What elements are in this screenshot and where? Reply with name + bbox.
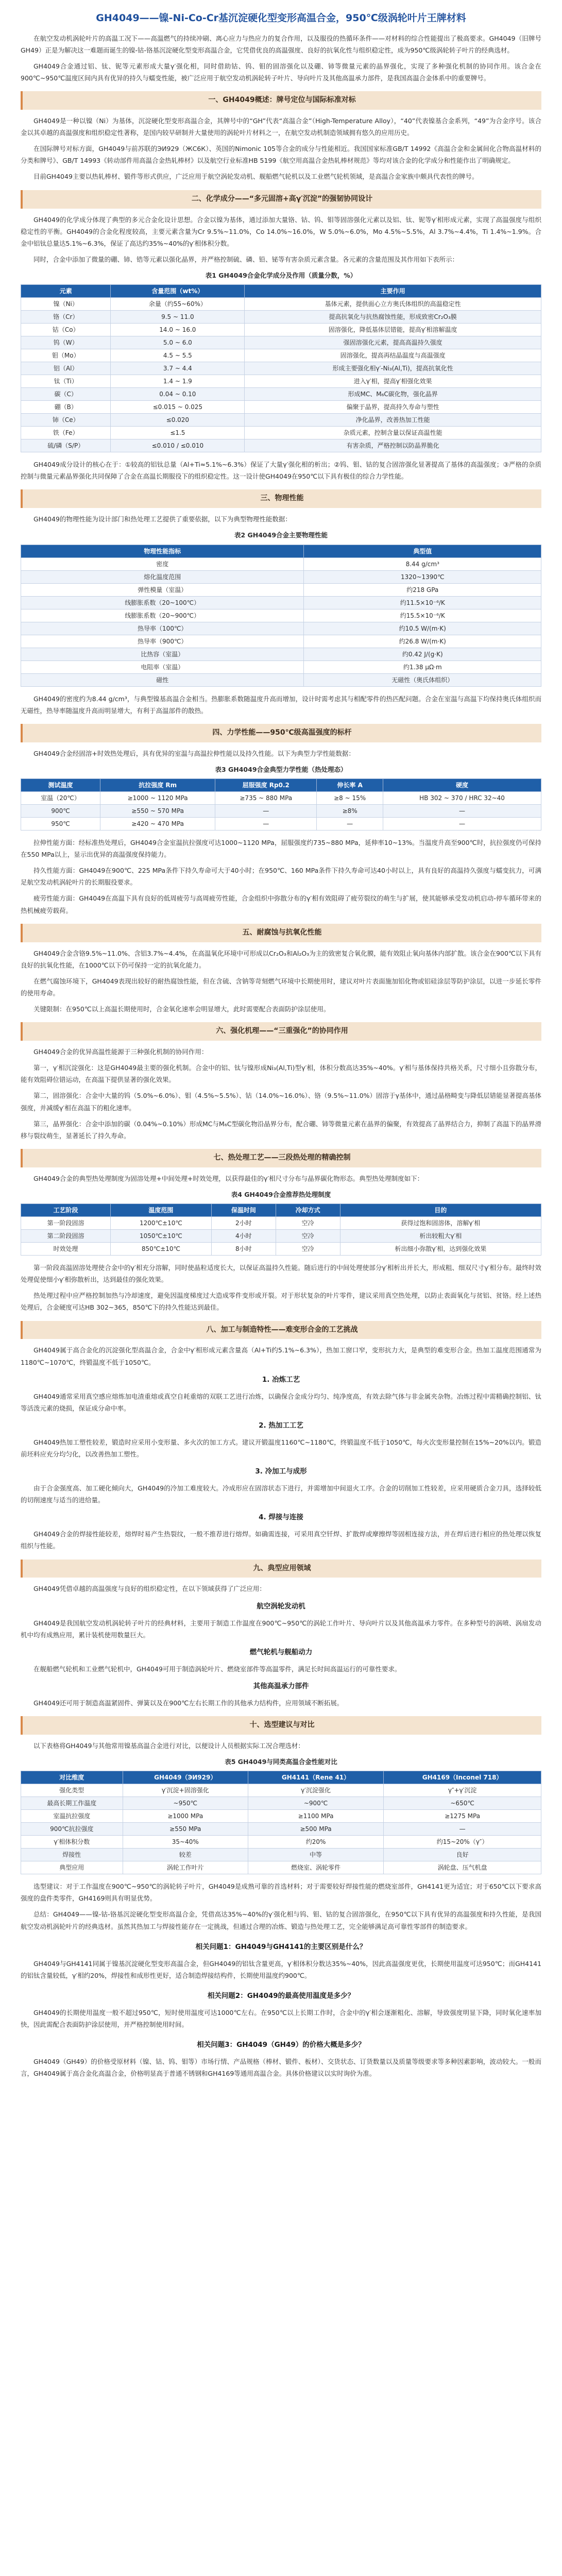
table-cell: 涡轮盘、压气机盘 (384, 1861, 541, 1874)
table-row (21, 791, 541, 804)
table-cell: — (384, 1823, 541, 1836)
table-cell: 弹性模量（室温） (21, 583, 304, 596)
column-header: 物理性能指标 (21, 545, 304, 557)
table-cell: 900℃抗拉强度 (21, 1823, 123, 1836)
applications-paragraph: GH4049还可用于制造高温紧固件、弹簧以及在900℃左右长期工作的其他承力结构件，应用领域不断拓展。 (33, 1699, 344, 1707)
table-cell: — (215, 804, 317, 817)
composition-table-caption: 表1 GH4049合金化学成分及作用（质量分数，%） (205, 272, 357, 279)
mechanical-paragraph: 拉伸性能方面：经标准热处理后，GH4049合金室温抗拉强度可达1000~1120 MPa，屈服强度约735~880 MPa，延伸率10~13%。当温度升高至900℃时，抗拉强度仍可保持在550 MPa以上，显示出优异的高温强度保持能力。 (21, 838, 541, 859)
column-header: 对比维度 (21, 1771, 123, 1784)
table-cell: 空冷 (276, 1230, 340, 1243)
article-title: GH4049——镍-Ni-Co-Cr基沉淀硬化型变形高温合金，950℃级涡轮叶片王牌材料 (96, 12, 466, 24)
column-header: 温度范围 (110, 1204, 211, 1217)
comparison-intro: 以下表格将GH4049与其他常用镍基高温合金进行对比，以便设计人员根据实际工况合理选材： (33, 1741, 304, 1750)
section-heading-composition: 二、化学成分——“多元固溶+高γ′沉淀”的强韧协同设计 (21, 190, 541, 209)
table-cell: 硼（B） (21, 401, 111, 414)
table-cell: 进入γ′相，提高γ′相强化效果 (245, 375, 541, 388)
table-row (21, 349, 541, 362)
table-cell: 3.7 ~ 4.4 (111, 362, 245, 375)
table-cell: 9.5 ~ 11.0 (111, 311, 245, 324)
column-header: 元素 (21, 285, 111, 298)
table-cell: 2小时 (211, 1217, 276, 1230)
table-cell: 900℃ (21, 804, 100, 817)
table-cell: 比热容（室温） (21, 648, 304, 660)
table-cell: 镍（Ni） (21, 298, 111, 311)
column-header: 冷却方式 (276, 1204, 340, 1217)
table-cell: 铬（Cr） (21, 311, 111, 324)
table-cell: 强固溶强化元素，提高高温持久强度 (245, 336, 541, 349)
table-cell: 析出细小弥散γ′相，达到强化效果 (340, 1243, 541, 1256)
table-row (21, 401, 541, 414)
overview-paragraph: GH4049是一种以镍（Ni）为基体，沉淀硬化型变形高温合金，其牌号中的“GH”代表“高温合金”（High-Temperature Alloy），“40”代表镍基合金系列，“49”为合金序号。该合金以其卓越的高温强度和组织稳定性著称，是国内较早研制并大量使用的涡轮叶片材料之一，在航空发动机制造领域拥有悠久的应用历史。 (21, 116, 541, 137)
table-cell: 第一阶段固溶 (21, 1217, 111, 1230)
table-cell: 强化类型 (21, 1784, 123, 1797)
table-cell: 固溶强化，降低基体层错能，提高γ′相溶解温度 (245, 324, 541, 336)
comparison-paragraph: 总结：GH4049——镍-钴-铬基沉淀硬化型变形高温合金，凭借高达35%~40%的γ′强化相与钨、钼、钴的复合固溶强化，在950℃以下具有优异的高温强度和持久性能，是我国航空发动机涡轮叶片的经典选材。虽然其热加工与焊接性能存在一定挑战，但通过合理的冶炼、锻造与热处理工艺，完全能够满足高可靠性零部件的制造要求。 (21, 1910, 541, 1930)
mechanical-paragraph: 疲劳性能方面：GH4049在高温下具有良好的低周疲劳与高周疲劳性能，合金组织中弥散分布的γ′相有效阻碍了疲劳裂纹的萌生与扩展，使其能够承受发动机启动-停车循环带来的热机械疲劳载荷。 (21, 894, 541, 914)
processing-paragraph: GH4049热加工塑性较差，锻造时应采用小变形量、多火次的加工方式。建议开锻温度1160℃~1180℃，终锻温度不低于1050℃，每火次变形量控制在15%~20%以内。锻造前坯料应充分均匀化，以改善热加工塑性。 (21, 1438, 541, 1459)
table-header-row (21, 545, 541, 557)
table-cell: ≥550 MPa (123, 1823, 248, 1836)
table-row (21, 388, 541, 401)
table-cell: ~900℃ (248, 1797, 383, 1810)
strengthening-paragraph: 第二，固溶强化：合金中大量的钨（5.0%~6.0%）、钼（4.5%~5.5%）、钴（14.0%~16.0%）、铬（9.5%~11.0%）固溶于γ基体中，通过晶格畸变与降低层错能显著提高基体强度，并减缓γ′相在高温下的粗化速率。 (21, 1092, 541, 1112)
column-header: GH4169（Inconel 718） (384, 1771, 541, 1784)
table-cell: 热导率（100℃） (21, 622, 304, 635)
table-cell: 电阻率（室温） (21, 660, 304, 673)
table-cell: 1050℃±10℃ (110, 1230, 211, 1243)
section-heading-applications: 九、典型应用领域 (21, 1560, 541, 1578)
table-cell: 约26.8 W/(m·K) (304, 635, 541, 648)
section-heading-mechanical: 四、力学性能——950℃级高温强度的标杆 (21, 724, 541, 742)
table-cell: 典型应用 (21, 1861, 123, 1874)
table-cell: 杂质元素，控制含量以保证高温性能 (245, 427, 541, 439)
faq-answer: GH4049（GH49）的价格受原材料（镍、钴、钨、钼等）市场行情、产品规格（棒材、锻件、板材）、交货状态、订货数量以及质量等级要求等多种因素影响，波动较大。一般而言，GH4049属于高合金化高温合金，价格明显高于普通不锈钢和GH4169等通用高温合金。具体价格建议以实时询价为准。 (21, 2058, 541, 2078)
table-cell: 有害杂质，严格控制以防晶界脆化 (245, 439, 541, 452)
table-cell: 中等 (248, 1849, 383, 1861)
table-cell: 时效处理 (21, 1243, 111, 1256)
applications-subheading: 其他高温承力部件 (253, 1682, 309, 1690)
physical-intro: GH4049的物理性能为设计部门和热处理工艺提供了重要依据，以下为典型物理性能数据： (33, 515, 292, 523)
section-heading-heat-treatment: 七、热处理工艺——三段热处理的精确控制 (21, 1149, 541, 1167)
intro-section (21, 32, 541, 84)
section-heading-physical: 三、物理性能 (21, 489, 541, 508)
table-cell: 8.44 g/cm³ (304, 557, 541, 570)
table-row (21, 622, 541, 635)
column-header: 硬度 (383, 778, 541, 791)
table-cell: ≥8 ~ 15% (317, 791, 383, 804)
applications-subheading: 燃气轮机与舰船动力 (249, 1648, 313, 1656)
mechanical-intro: GH4049合金经固溶+时效热处理后，具有优异的室温与高温拉伸性能以及持久性能。以下为典型力学性能数据： (33, 749, 355, 757)
column-header: 含量范围（wt%） (111, 285, 245, 298)
mechanical-table-caption: 表3 GH4049合金典型力学性能（热处理态） (215, 765, 347, 773)
intro-paragraph: 在航空发动机涡轮叶片的高温工况下——高温燃气的持续冲刷、离心应力与热应力的复合作用，以及服役的热循环条件——对材料的综合性能提出了极高要求。GH4049（旧牌号GH49）正是为解决这一难题而诞生的镍-钴-铬基沉淀硬化型变形高温合金，它凭借优良的高温强度、良好的抗氧化性与组织稳定性，成为950℃级涡轮转子叶片的经典选材。 (21, 34, 541, 54)
table-row (21, 298, 541, 311)
table-cell: — (215, 817, 317, 830)
table-cell: 析出较粗大γ′相 (340, 1230, 541, 1243)
table-row (21, 1230, 541, 1243)
corrosion-paragraph: 在燃气腐蚀环境下，GH4049表现出较好的耐热腐蚀性能，但在含硫、含钠等苛刻燃气环境中长期使用时，建议对叶片表面施加铝化物或铝硅涂层等防护涂层，以进一步延长零件的使用寿命。 (21, 977, 541, 997)
table-cell: 线膨胀系数（20~900℃） (21, 609, 304, 622)
table-row (21, 648, 541, 660)
processing-subheading: 3. 冷加工与成形 (255, 1467, 307, 1476)
table-row (21, 583, 541, 596)
table-cell: 室温抗拉强度 (21, 1810, 123, 1823)
strengthening-paragraph: 第三，晶界强化：合金中添加的碳（0.04%~0.10%）形成MC与M₆C型碳化物沿晶界分布，配合硼、铈等微量元素在晶界的偏聚，有效提高了晶界结合力，抑制了高温下的晶界滑移与裂纹萌生，显著延长了持久寿命。 (21, 1120, 541, 1140)
composition-paragraph: 同时，合金中添加了微量的硼、铈、锆等元素以强化晶界，并严格控制硫、磷、铅、铋等有害杂质元素含量。各元素的含量范围及其作用如下表所示： (33, 255, 459, 263)
column-header: 抗拉强度 Rm (100, 778, 215, 791)
table-row (21, 673, 541, 686)
table-cell: 热导率（900℃） (21, 635, 304, 648)
table-cell: ≥500 MPa (248, 1823, 383, 1836)
table-cell: ≥550 ~ 570 MPa (100, 804, 215, 817)
applications-paragraph: GH4049是我国航空发动机涡轮转子叶片的经典材料，主要用于制造工作温度在900℃~950℃的涡轮工作叶片、导向叶片以及其他高温承力零件。在多种型号的涡喷、涡扇发动机中均有成熟应用，累计装机使用数量巨大。 (21, 1619, 541, 1639)
table-cell: 1200℃±10℃ (110, 1217, 211, 1230)
table-cell: 形成主要强化相γ′-Ni₃(Al,Ti)，提高抗氧化性 (245, 362, 541, 375)
applications-paragraph: 在舰船燃气轮机和工业燃气轮机中，GH4049可用于制造涡轮叶片、燃烧室部件等高温零件，满足长时间高温运行的可靠性要求。 (33, 1665, 401, 1673)
table-cell: 基体元素，提供面心立方奥氏体组织的高温稳定性 (245, 298, 541, 311)
table-row (21, 1810, 541, 1823)
table-cell: 1320~1390℃ (304, 570, 541, 583)
table-cell: 获得过饱和固溶体，溶解γ′相 (340, 1217, 541, 1230)
table-cell: 钛（Ti） (21, 375, 111, 388)
faq-question: 相关问题1：GH4049与GH4141的主要区别是什么？ (195, 1942, 367, 1951)
table-cell: 空冷 (276, 1217, 340, 1230)
physical-summary: GH4049的密度约为8.44 g/cm³，与典型镍基高温合金相当。热膨胀系数随温度升高而增加，设计时需考虑其与相配零件的热匹配问题。合金在室温与高温下均保持奥氏体组织而无磁性，热导率随温度升高而明显增大，有利于高温部件的散热。 (21, 694, 541, 715)
table-cell: 无磁性（奥氏体组织） (304, 673, 541, 686)
table-row (21, 570, 541, 583)
table-cell: 铁（Fe） (21, 427, 111, 439)
table-cell: γ′相体积分数 (21, 1836, 123, 1849)
composition-table (21, 284, 541, 452)
processing-paragraph: 由于合金强度高、加工硬化倾向大，GH4049的冷加工难度较大。冷成形应在固溶状态下进行，并需增加中间退火工序。合金的切削加工性较差，应采用硬质合金刀具，选择较低的切削速度与适当的进给量。 (21, 1484, 541, 1504)
faq-question: 相关问题3：GH4049（GH49）的价格大概是多少？ (197, 2041, 365, 2049)
mechanical-paragraph: 持久性能方面：GH4049在900℃、225 MPa条件下持久寿命可大于40小时；在950℃、160 MPa条件下持久寿命可达40小时以上，具有良好的高温持久强度与蠕变抗力，可满足航空发动机涡轮叶片的长期服役要求。 (21, 867, 541, 887)
table-cell: 钨（W） (21, 336, 111, 349)
column-header: 测试温度 (21, 778, 100, 791)
comparison-table (21, 1771, 541, 1874)
table-cell: 磁性 (21, 673, 304, 686)
strengthening-paragraph: 第一，γ′相沉淀强化：这是GH4049最主要的强化机制。合金中的铝、钛与镍形成Ni₃(Al,Ti)型γ′相，体积分数高达35%~40%。γ′相与基体保持共格关系，尺寸细小且弥散分布，能有效阻碍位错运动，在高温下提供显著的强化效果。 (21, 1064, 541, 1084)
table-cell: 约15~20%（γ″） (384, 1836, 541, 1849)
column-header: 保温时间 (211, 1204, 276, 1217)
table-cell: 涡轮工作叶片 (123, 1861, 248, 1874)
table-row (21, 609, 541, 622)
table-cell: 线膨胀系数（20~100℃） (21, 596, 304, 609)
overview-paragraph: 在国际牌号对标方面，GH4049与前苏联的ЭИ929（ЖС6К）、英国的Nimonic 105等合金的成分与性能相近。我国国家标准GB/T 14992《高温合金和金属间化合物高温材料的分类和牌号》、GB/T 14993《转动部件用高温合金热轧棒材》以及航空行业标准HB 5199《航空用高温合金热轧棒材规范》等均对该合金的化学成分和性能作出了明确规定。 (21, 145, 541, 165)
table-cell: 碳（C） (21, 388, 111, 401)
column-header: 工艺阶段 (21, 1204, 111, 1217)
comparison-paragraph: 选型建议：对于工作温度在900℃~950℃的涡轮转子叶片，GH4049是成熟可靠的首选材料；对于需要较好焊接性能的燃烧室部件，GH4141更为适宜；对于650℃以下要求高强度的盘件类零件，GH4169则具有明显优势。 (21, 1883, 541, 1903)
table-cell: 余量（约55~60%） (111, 298, 245, 311)
table-cell: 燃烧室、涡轮零件 (248, 1861, 383, 1874)
table-row (21, 817, 541, 830)
faq-section (21, 1941, 541, 2080)
table-cell: 4.5 ~ 5.5 (111, 349, 245, 362)
table-cell: 钼（Mo） (21, 349, 111, 362)
table-cell: 0.04 ~ 0.10 (111, 388, 245, 401)
table-cell: 850℃±10℃ (110, 1243, 211, 1256)
table-cell: 良好 (384, 1849, 541, 1861)
table-cell: 较差 (123, 1849, 248, 1861)
table-cell: 约11.5×10⁻⁶/K (304, 596, 541, 609)
table-cell: 空冷 (276, 1243, 340, 1256)
table-cell: 35~40% (123, 1836, 248, 1849)
table-cell: 铈（Ce） (21, 414, 111, 427)
table-cell: ≤0.015 ~ 0.025 (111, 401, 245, 414)
table-row (21, 1836, 541, 1849)
table-row (21, 414, 541, 427)
physical-properties-table (21, 545, 541, 687)
table-cell: 14.0 ~ 16.0 (111, 324, 245, 336)
table-header-row (21, 778, 541, 791)
table-row (21, 1243, 541, 1256)
table-cell: 约15.5×10⁻⁶/K (304, 609, 541, 622)
table-cell: ≥1000 MPa (123, 1810, 248, 1823)
table-header-row (21, 1771, 541, 1784)
table-cell: 钴（Co） (21, 324, 111, 336)
table-row (21, 375, 541, 388)
faq-answer: GH4049与GH4141同属于镍基沉淀硬化型变形高温合金，但GH4049的铝钛含量更高，γ′相体积分数达35%~40%，因此高温强度更优，长期使用温度可达950℃；而GH4141的铝钛含量较低，γ′相约20%，焊接性和成形性更好，适合制造焊接结构件，长期使用温度约900℃。 (21, 1959, 541, 1979)
corrosion-paragraph: 关键限制：在950℃以上高温长期使用时，合金氧化速率会明显增大，此时需要配合表面防护涂层使用。 (33, 1005, 330, 1013)
faq-question: 相关问题2：GH4049的最高使用温度是多少？ (207, 1991, 355, 2000)
table-row (21, 1861, 541, 1874)
comparison-table-caption: 表5 GH4049与同类高温合金性能对比 (225, 1758, 337, 1766)
overview-paragraph: 目前GH4049主要以热轧棒材、锻件等形式供应，广泛应用于航空涡轮发动机、舰船燃气轮机以及工业燃气轮机领域，是高温合金家族中颇具代表性的牌号。 (33, 173, 479, 181)
section-heading-corrosion: 五、耐腐蚀与抗氧化性能 (21, 924, 541, 942)
applications-intro: GH4049凭借卓越的高温强度与良好的组织稳定性，在以下领域获得了广泛应用： (33, 1585, 266, 1593)
table-cell: 约10.5 W/(m·K) (304, 622, 541, 635)
table-cell: 固溶强化，提高再结晶温度与高温强度 (245, 349, 541, 362)
table-cell: — (317, 817, 383, 830)
table-row (21, 635, 541, 648)
table-cell: γ′沉淀+固溶强化 (123, 1784, 248, 1797)
table-header-row (21, 285, 541, 298)
table-cell: 净化晶界，改善热加工性能 (245, 414, 541, 427)
table-cell: 约0.42 J/(g·K) (304, 648, 541, 660)
table-row (21, 660, 541, 673)
table-cell: 铝（Al） (21, 362, 111, 375)
table-cell: γ″+γ′沉淀 (384, 1784, 541, 1797)
table-row (21, 596, 541, 609)
table-row (21, 1797, 541, 1810)
table-row (21, 1849, 541, 1861)
processing-intro: GH4049属于高合金化的沉淀强化型高温合金，合金中γ′相形成元素含量高（Al+Ti约5.1%~6.3%），热加工窗口窄，变形抗力大，是典型的难变形合金。热加工温度范围通常为1180℃~1070℃，终锻温度不低于1050℃。 (21, 1346, 541, 1366)
table-cell: ≤0.010 / ≤0.010 (111, 439, 245, 452)
table-row (21, 557, 541, 570)
table-cell: 焊接性 (21, 1849, 123, 1861)
table-cell: 8小时 (211, 1243, 276, 1256)
heat-treatment-intro: GH4049合金的典型热处理制度为固溶处理+中间处理+时效处理，以获得最佳的γ′相尺寸分布与晶界碳化物形态。典型热处理制度如下： (33, 1174, 424, 1182)
heat-treatment-table-caption: 表4 GH4049合金推荐热处理制度 (231, 1190, 331, 1198)
table-cell: 最高长期工作温度 (21, 1797, 123, 1810)
column-header: 主要作用 (245, 285, 541, 298)
table-row (21, 311, 541, 324)
applications-subheading: 航空涡轮发动机 (257, 1602, 305, 1611)
section-heading-processing: 八、加工与制造特性——难变形合金的工艺挑战 (21, 1321, 541, 1340)
table-cell: 提高抗氧化与抗热腐蚀性能，形成致密Cr₂O₃膜 (245, 311, 541, 324)
table-cell: 4小时 (211, 1230, 276, 1243)
table-row (21, 1217, 541, 1230)
table-cell: 密度 (21, 557, 304, 570)
table-row (21, 427, 541, 439)
composition-summary: GH4049成分设计的核心在于：①较高的铝钛总量（Al+Ti≈5.1%~6.3%）保证了大量γ′强化相的析出；②钨、钼、钴的复合固溶强化显著提高了基体的高温强度；③严格的杂质控制与微量元素晶界强化共同保障了合金在高温长期服役下的组织稳定性。这一设计使GH4049在950℃以下具有极佳的综合力学性能。 (21, 461, 541, 481)
section-heading-comparison: 十、选型建议与对比 (21, 1716, 541, 1735)
table-row (21, 362, 541, 375)
corrosion-paragraph: GH4049合金含铬9.5%~11.0%、含铝3.7%~4.4%，在高温氧化环境中可形成以Cr₂O₃和Al₂O₃为主的致密复合氧化膜，能有效阻止氧向基体内部扩散。该合金在900℃以下具有良好的抗氧化性能，在1000℃以下仍可保持一定的抗氧化能力。 (21, 949, 541, 969)
heat-treatment-paragraph: 热处理过程中应严格控制加热与冷却速度，避免因温度梯度过大造成零件变形或开裂。对于形状复杂的叶片零件，建议采用真空热处理，以防止表面氧化与贫铝、贫铬。经上述热处理后，合金硬度可达HB 302~365，850℃下的持久性能达到最佳。 (21, 1292, 541, 1312)
processing-subheading: 1. 冶炼工艺 (262, 1375, 300, 1384)
processing-subheading: 4. 焊接与连接 (259, 1513, 303, 1522)
table-cell: 形成MC、M₆C碳化物，强化晶界 (245, 388, 541, 401)
table-cell: ≥1000 ~ 1120 MPa (100, 791, 215, 804)
table-cell: ≥1100 MPa (248, 1810, 383, 1823)
table-row (21, 804, 541, 817)
heat-treatment-table (21, 1204, 541, 1256)
table-cell: 熔化温度范围 (21, 570, 304, 583)
table-cell: ≤0.020 (111, 414, 245, 427)
table-cell: 1.4 ~ 1.9 (111, 375, 245, 388)
physical-table-caption: 表2 GH4049合金主要物理性能 (234, 531, 328, 539)
table-cell: 室温（20℃） (21, 791, 100, 804)
column-header: 典型值 (304, 545, 541, 557)
column-header: 目的 (340, 1204, 541, 1217)
table-cell: 950℃ (21, 817, 100, 830)
heat-treatment-paragraph: 第一阶段高温固溶处理使合金中的γ′相充分溶解，同时使晶粒适度长大，以保证高温持久性能。随后进行的中间处理使部分γ′相析出并长大，形成粗、细双尺寸γ′相分布。最终时效处理促使细小γ′相弥散析出，达到最佳的强化效果。 (21, 1264, 541, 1284)
table-header-row (21, 1204, 541, 1217)
table-cell: 偏聚于晶界，提高持久寿命与塑性 (245, 401, 541, 414)
faq-answer: GH4049的长期使用温度一般不超过950℃，短时使用温度可达1000℃左右。在950℃以上长期工作时，合金中的γ′相会逐渐粗化、溶解，导致强度明显下降，同时氧化速率加快，因此需配合表面防护涂层使用，并严格控制使用时间。 (21, 2008, 541, 2028)
table-row (21, 439, 541, 452)
column-header: 伸长率 A (317, 778, 383, 791)
table-cell: 硫/磷（S/P） (21, 439, 111, 452)
column-header: GH4049（ЭИ929） (123, 1771, 248, 1784)
table-cell: ~650℃ (384, 1797, 541, 1810)
table-cell: ≥420 ~ 470 MPa (100, 817, 215, 830)
table-cell: 约218 GPa (304, 583, 541, 596)
section-heading-strengthening: 六、强化机理——“三重强化”的协同作用 (21, 1022, 541, 1041)
table-row (21, 336, 541, 349)
table-row (21, 1784, 541, 1797)
table-cell: 约20% (248, 1836, 383, 1849)
table-row (21, 324, 541, 336)
strengthening-paragraph: GH4049合金的优异高温性能源于三种强化机制的协同作用： (33, 1048, 208, 1056)
table-cell: — (383, 817, 541, 830)
table-cell: — (383, 804, 541, 817)
processing-paragraph: GH4049合金的焊接性能较差，熔焊时易产生热裂纹，一般不推荐进行熔焊。如确需连接，可采用真空钎焊、扩散焊或摩擦焊等固相连接方法，并在焊后进行相应的热处理以恢复组织与性能。 (21, 1530, 541, 1550)
table-cell: ≥735 ~ 880 MPa (215, 791, 317, 804)
table-cell: 第二阶段固溶 (21, 1230, 111, 1243)
table-cell: ≥1275 MPa (384, 1810, 541, 1823)
section-heading-overview: 一、GH4049概述：牌号定位与国际标准对标 (21, 91, 541, 110)
intro-paragraph: GH4049合金通过铝、钛、铌等元素形成大量γ′强化相，同时借助钴、钨、钼的固溶强化以及硼、铈等微量元素的晶界强化，实现了多种强化机制的协同作用。该合金在900℃~950℃温度区间内具有优异的持久与蠕变性能，被广泛应用于航空发动机涡轮转子叶片、导向叶片及其他高温承力部件，是我国高温合金体系中的重要牌号。 (21, 62, 541, 82)
composition-paragraph: GH4049的化学成分体现了典型的多元合金化设计思想。合金以镍为基体，通过添加大量铬、钴、钨、钼等固溶强化元素以及铝、钛、铌等γ′相形成元素，实现了高温强度与组织稳定性的平衡。GH4049的合金化程度较高，主要元素含量为Cr 9.5%~11.0%，Co 14.0%~16.0%，W 5.0%~6.0%，Mo 4.5%~5.5%，Al 3.7%~4.4%，Ti 1.4%~1.9%。合金中铝钛总量达5.1%~6.3%，保证了高达约35%~40%的γ′相体积分数。 (21, 215, 541, 247)
mechanical-properties-table (21, 778, 541, 831)
column-header: 屈服强度 Rp0.2 (215, 778, 317, 791)
table-cell: γ′沉淀强化 (248, 1784, 383, 1797)
column-header: GH4141（Rene 41） (248, 1771, 383, 1784)
table-cell: ≤1.5 (111, 427, 245, 439)
table-cell: ≥8% (317, 804, 383, 817)
processing-subheading: 2. 热加工工艺 (259, 1421, 303, 1430)
table-row (21, 1823, 541, 1836)
table-cell: ~950℃ (123, 1797, 248, 1810)
processing-paragraph: GH4049通常采用真空感应熔炼加电渣重熔或真空自耗重熔的双联工艺进行冶炼，以确保合金成分均匀、纯净度高，有效去除气体与非金属夹杂物。冶炼过程中需精确控制铝、钛等活泼元素的烧损，保证成分命中率。 (21, 1392, 541, 1412)
table-cell: 约1.38 μΩ·m (304, 660, 541, 673)
table-cell: HB 302 ~ 370 / HRC 32~40 (383, 791, 541, 804)
table-cell: 5.0 ~ 6.0 (111, 336, 245, 349)
